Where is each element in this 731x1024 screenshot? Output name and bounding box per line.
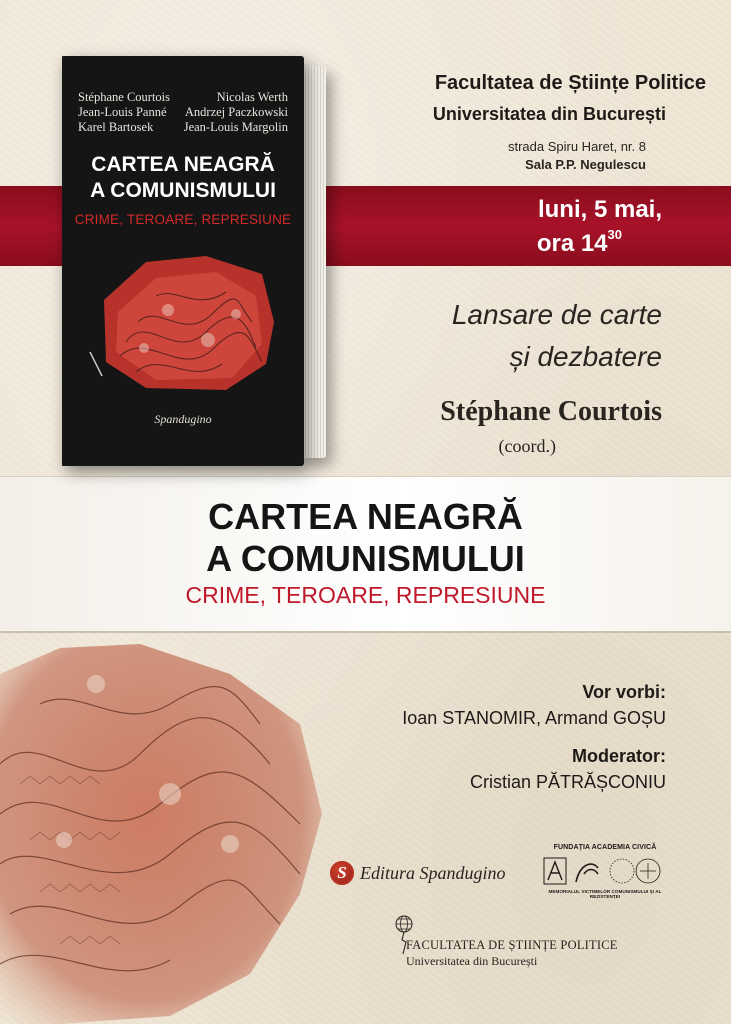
cover-author: Nicolas Werth	[216, 90, 288, 104]
book-image	[62, 56, 328, 466]
event-time	[340, 227, 622, 258]
publisher-mark-icon: S	[330, 861, 354, 885]
cover-title-line: A COMUNISMULUI	[90, 179, 276, 202]
venue-hall: Sala P.P. Negulescu	[525, 157, 646, 172]
civic-logo-caption: MEMORIALUL VICTIMELOR COMUNISMULUI ȘI AL REZISTENȚEI	[548, 889, 662, 899]
venue-street: strada Spiru Haret, nr. 8	[507, 139, 646, 154]
event-time-hour: ora 14	[536, 230, 608, 257]
moderator-name: Cristian PĂTRĂȘCONIU	[469, 772, 666, 792]
cover-subtitle: CRIME, TEROARE, REPRESIUNE	[74, 212, 292, 227]
cover-author: Jean-Louis Margolin	[183, 120, 288, 134]
banner-title-line: A COMUNISMULUI	[206, 538, 525, 579]
venue-university: Universitatea din București	[432, 104, 666, 124]
cover-authors	[72, 90, 294, 135]
coordinator-role: (coord.)	[498, 436, 556, 456]
publisher-logo-text: Editura Spandugino	[360, 862, 506, 883]
publisher-logo	[330, 858, 506, 888]
moderator-label: Moderator:	[572, 746, 666, 766]
cover-author: Stéphane Courtois	[78, 90, 171, 104]
banner-subtitle: CRIME, TEROARE, REPRESIUNE	[185, 582, 546, 608]
faculty-logo-name: FACULTATEA DE ȘTIINȚE POLITICE	[406, 938, 618, 952]
book-cover	[62, 56, 304, 466]
coordinator-name: Stéphane Courtois	[440, 396, 662, 427]
speakers-names: Ioan STANOMIR, Armand GOȘU	[402, 708, 666, 728]
banner-title-line: CARTEA NEAGRĂ	[208, 496, 523, 537]
civic-logo-emblem-icon	[540, 854, 670, 888]
cover-author: Andrzej Paczkowski	[184, 105, 288, 119]
civic-logo-title: FUNDAȚIA ACADEMIA CIVICĂ	[553, 844, 657, 851]
cover-artwork	[86, 252, 280, 394]
event-time-minutes: 30	[607, 227, 622, 242]
speakers-label: Vor vorbi:	[582, 682, 666, 702]
civic-academy-logo	[540, 844, 670, 898]
cover-author: Jean-Louis Panné	[78, 105, 167, 119]
cover-author: Karel Bartosek	[78, 120, 154, 134]
event-date: luni, 5 mai,	[537, 196, 662, 223]
dragon-artwork	[0, 644, 330, 1024]
cover-title-line: CARTEA NEAGRĂ	[91, 153, 275, 176]
event-type-line: și dezbatere	[509, 341, 662, 372]
cover-title	[68, 152, 298, 204]
event-type	[340, 294, 662, 378]
banner-title	[0, 496, 731, 580]
faculty-logo-university: Universitatea din București	[406, 954, 538, 968]
event-type-line: Lansare de carte	[451, 299, 662, 330]
cover-publisher: Spandugino	[154, 412, 212, 426]
venue-faculty: Facultatea de Științe Politice	[434, 72, 706, 94]
